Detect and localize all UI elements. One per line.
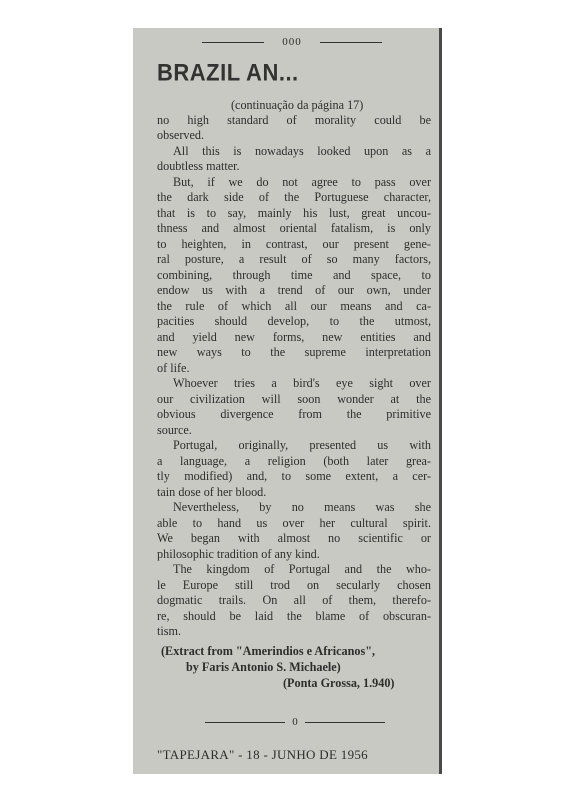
- body-line: philosophic tradition of any kind.: [157, 547, 320, 561]
- body-line: that is to say, mainly his lust, great uncou-: [157, 206, 431, 220]
- body-line: the dark side of the Portuguese character,: [157, 190, 431, 204]
- body-line: to heighten, in contrast, our present gene-: [157, 237, 431, 251]
- body-line: new ways to the supreme interpretation: [157, 345, 431, 359]
- body-line: our civilization will soon wonder at the: [157, 392, 431, 406]
- body-line: dogmatic trails. On all of them, therefo-: [157, 593, 431, 607]
- body-line: a language, a religion (both later grea-: [157, 454, 431, 468]
- body-line: obvious divergence from the primitive: [157, 407, 431, 421]
- body-line: le Europe still trod on secularly chosen: [157, 578, 431, 592]
- body-line: the rule of which all our means and ca-: [157, 299, 431, 313]
- body-line: re, should be laid the blame of obscuran-: [157, 609, 431, 623]
- body-line: tain dose of her blood.: [157, 485, 267, 499]
- body-line: able to hand us over her cultural spirit.: [157, 516, 431, 530]
- body-line: observed.: [157, 128, 205, 142]
- top-ornament-rule: 000: [202, 35, 382, 49]
- body-line: of life.: [157, 361, 190, 375]
- bottom-ornament-rule: 0: [205, 715, 385, 729]
- body-line: All this is nowadays looked upon as a: [173, 144, 431, 158]
- body-line: source.: [157, 423, 192, 437]
- publication-footer: "TAPEJARA" - 18 - JUNHO DE 1956: [157, 747, 368, 762]
- credit-author: by Faris Antonio S. Michaele): [186, 660, 341, 674]
- body-line: pacities should develop, to the utmost,: [157, 314, 431, 328]
- body-line: Nevertheless, by no means was she: [173, 500, 431, 514]
- body-line: ral posture, a result of so many factors,: [157, 252, 431, 266]
- body-line: We began with almost no scientific or: [157, 531, 431, 545]
- body-line: and yield new forms, new entities and: [157, 330, 431, 344]
- continuation-note: (continuação da página 17): [231, 98, 364, 112]
- body-line: thness and almost oriental fatalism, is only: [157, 221, 431, 235]
- body-line: endow us with a trend of our own, under: [157, 283, 431, 297]
- article-headline: BRAZIL AN...: [157, 58, 299, 87]
- credit-place-date: (Ponta Grossa, 1.940): [283, 676, 395, 690]
- credit-source: (Extract from "Amerindios e Africanos",: [161, 644, 376, 658]
- body-line: Portugal, originally, presented us with: [173, 438, 431, 452]
- scan-edge-shadow: [439, 28, 442, 774]
- body-line: combining, through time and space, to: [157, 268, 431, 282]
- body-line: But, if we do not agree to pass over: [173, 175, 431, 189]
- body-line: The kingdom of Portugal and the who-: [173, 562, 431, 576]
- body-line: Whoever tries a bird's eye sight over: [173, 376, 431, 390]
- body-line: tly modified) and, to some extent, a cer-: [157, 469, 431, 483]
- newspaper-clipping: [133, 28, 439, 774]
- body-line: doubtless matter.: [157, 159, 240, 173]
- body-line: no high standard of morality could be: [157, 113, 431, 127]
- body-line: tism.: [157, 624, 182, 638]
